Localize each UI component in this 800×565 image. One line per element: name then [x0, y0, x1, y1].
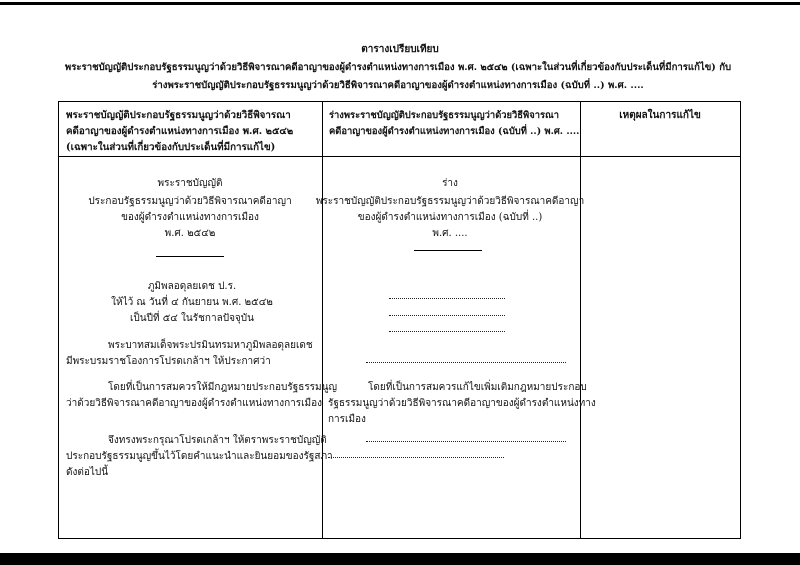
col2-act-title-line-1: พระราชบัญญัติประกอบรัฐธรรมนูญว่าด้วยวิธีพิจารณาคดีอาญา	[315, 196, 585, 207]
col1-reason-line-2: ว่าด้วยวิธีพิจารณาคดีอาญาของผู้ดำรงตำแหน่งทางการเมือง	[66, 398, 323, 409]
header-col1-line-1: พระราชบัญญัติประกอบรัฐธรรมนูญว่าด้วยวิธีพิจารณา	[66, 110, 291, 121]
column-divider-1	[322, 101, 323, 539]
col2-dotted-line-6	[328, 456, 504, 458]
col1-reason-line-1: โดยที่เป็นการสมควรให้มีกฎหมายประกอบรัฐธรรมนูญ	[108, 382, 338, 393]
col2-reason-line-1: โดยที่เป็นการสมควรแก้ไขเพิ่มเติมกฎหมายประกอบ	[368, 382, 587, 393]
document-title: ตารางเปรียบเทียบ	[361, 44, 439, 55]
header-col2-line-1: ร่างพระราชบัญญัติประกอบรัฐธรรมนูญว่าด้วยวิธีพิจารณา	[329, 110, 559, 121]
header-divider	[58, 156, 741, 157]
col1-act-title-line-3: ของผู้ดำรงตำแหน่งทางการเมือง	[121, 212, 259, 223]
col2-act-title-line-2: ของผู้ดำรงตำแหน่งทางการเมือง (ฉบับที่ ..)	[357, 212, 543, 223]
col1-proclamation-line-2: มีพระบรมราชโองการโปรดเกล้าฯ ให้ประกาศว่า	[66, 356, 271, 367]
col1-enactment-line-2: ประกอบรัฐธรรมนูญขึ้นไว้โดยคำแนะนำและยินยอมของรัฐสภา	[66, 451, 333, 462]
col1-title-rule	[156, 256, 224, 257]
col1-reign-year: เป็นปีที่ ๕๔ ในรัชกาลปัจจุบัน	[130, 313, 254, 324]
col1-proclamation-line-1: พระบาทสมเด็จพระปรมินทรมหาภูมิพลอดุลยเดช	[108, 340, 313, 351]
col2-dotted-line-3	[389, 330, 505, 332]
header-col1-line-2: คดีอาญาของผู้ดำรงตำแหน่งทางการเมือง พ.ศ. ๒๕๔๒	[66, 126, 294, 137]
col2-dotted-line-1	[389, 297, 505, 299]
col1-act-title-line-2: ประกอบรัฐธรรมนูญว่าด้วยวิธีพิจารณาคดีอาญา	[88, 196, 292, 207]
col1-act-title-line-1: พระราชบัญญัติ	[157, 178, 223, 189]
col1-act-year: พ.ศ. ๒๕๔๒	[164, 228, 216, 239]
col1-enactment-line-1: จึงทรงพระกรุณาโปรดเกล้าฯ ให้ตราพระราชบัญญัติ	[108, 435, 327, 446]
header-col2-line-2: คดีอาญาของผู้ดำรงตำแหน่งทางการเมือง (ฉบับที่ ..) พ.ศ. ....	[329, 126, 580, 137]
scan-bottom-edge	[0, 553, 800, 565]
header-col3: เหตุผลในการแก้ไข	[619, 110, 701, 121]
scan-top-edge	[0, 2, 800, 5]
col1-enactment-line-3: ดังต่อไปนี้	[66, 467, 109, 478]
col1-king-name: ภูมิพลอดุลยเดช ป.ร.	[147, 281, 237, 292]
header-col1-line-3: (เฉพาะในส่วนที่เกี่ยวข้องกับประเด็นที่มีการแก้ไข)	[66, 142, 276, 153]
col2-dotted-line-4	[366, 361, 566, 363]
col1-given-date: ให้ไว้ ณ วันที่ ๔ กันยายน พ.ศ. ๒๕๔๒	[111, 297, 273, 308]
col2-act-year: พ.ศ. ....	[432, 228, 468, 239]
document-subtitle-line-1: พระราชบัญญัติประกอบรัฐธรรมนูญว่าด้วยวิธีพิจารณาคดีอาญาของผู้ดำรงตำแหน่งทางการเมือง พ.ศ. ๒๕๔๒ (เฉพาะในส่วนที่เกี่ยวข้องกับประเด็นที่มีการแก้ไข) กับ	[64, 62, 732, 73]
col2-reason-line-3: การเมือง	[328, 414, 366, 425]
col2-title-rule	[414, 250, 482, 251]
col2-dotted-line-2	[389, 314, 505, 316]
col2-draft-label: ร่าง	[442, 178, 458, 189]
column-divider-2	[580, 101, 581, 539]
col2-reason-line-2: รัฐธรรมนูญว่าด้วยวิธีพิจารณาคดีอาญาของผู้ดำรงตำแหน่งทาง	[328, 398, 596, 409]
col2-dotted-line-5	[366, 440, 566, 442]
document-subtitle-line-2: ร่างพระราชบัญญัติประกอบรัฐธรรมนูญว่าด้วยวิธีพิจารณาคดีอาญาของผู้ดำรงตำแหน่งทางการเมือง (ฉบับที่ ..) พ.ศ. ....	[152, 80, 644, 91]
